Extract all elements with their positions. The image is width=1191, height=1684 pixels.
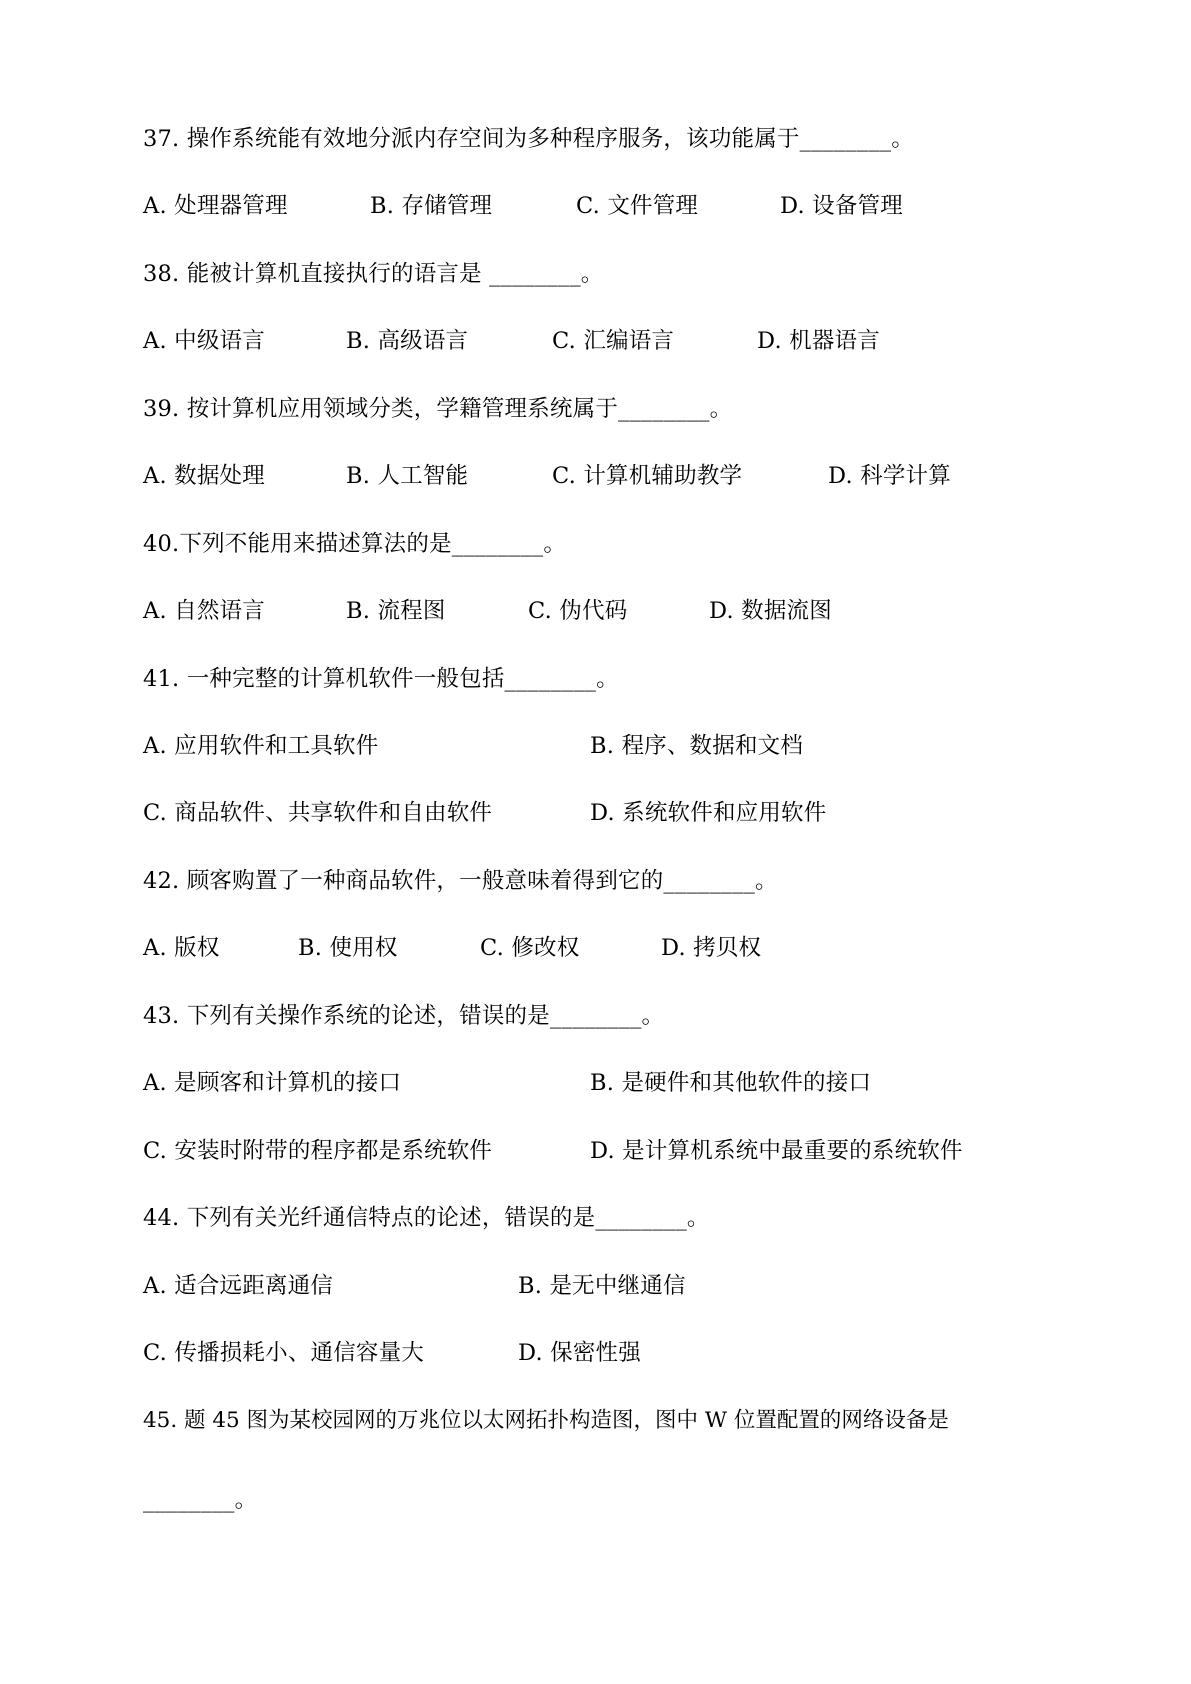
question-37-option-c: C. 文件管理: [576, 193, 699, 219]
question-42-option-c: C. 修改权: [480, 935, 580, 961]
question-41-option-a: A. 应用软件和工具软件: [143, 733, 379, 759]
question-43-option-c: C. 安装时附带的程序都是系统软件: [143, 1138, 493, 1164]
question-44-option-a: A. 适合远距离通信: [143, 1273, 334, 1299]
question-41-stem: 41. 一种完整的计算机软件一般包括________。: [143, 666, 619, 692]
question-41-option-b: B. 程序、数据和文档: [590, 733, 804, 759]
question-40-option-d: D. 数据流图: [709, 598, 832, 624]
question-38-stem: 38. 能被计算机直接执行的语言是 ________。: [143, 261, 604, 287]
question-39-option-a: A. 数据处理: [143, 463, 265, 489]
question-43-option-b: B. 是硬件和其他软件的接口: [590, 1070, 872, 1096]
question-38-option-d: D. 机器语言: [757, 328, 880, 354]
question-45-stem: 45. 题 45 图为某校园网的万兆位以太网拓扑构造图，图中 W 位置配置的网络设备是: [143, 1408, 949, 1433]
question-38-option-b: B. 高级语言: [346, 328, 469, 354]
question-42-option-b: B. 使用权: [298, 935, 398, 961]
question-39-option-c: C. 计算机辅助教学: [552, 463, 743, 489]
question-39-option-b: B. 人工智能: [346, 463, 469, 489]
question-44-stem: 44. 下列有关光纤通信特点的论述，错误的是________。: [143, 1205, 710, 1231]
question-44-option-b: B. 是无中继通信: [518, 1273, 686, 1299]
question-37-option-b: B. 存储管理: [370, 193, 493, 219]
question-40-option-b: B. 流程图: [346, 598, 446, 624]
question-40-stem: 40.下列不能用来描述算法的是________。: [143, 531, 567, 557]
question-44-option-c: C. 传播损耗小、通信容量大: [143, 1340, 425, 1366]
question-42-option-d: D. 拷贝权: [661, 935, 762, 961]
question-39-stem: 39. 按计算机应用领域分类，学籍管理系统属于________。: [143, 396, 733, 422]
question-44-option-d: D. 保密性强: [518, 1340, 641, 1366]
question-37-option-a: A. 处理器管理: [143, 193, 288, 219]
question-37-option-d: D. 设备管理: [780, 193, 903, 219]
question-40-option-c: C. 伪代码: [528, 598, 628, 624]
question-42-stem: 42. 顾客购置了一种商品软件，一般意味着得到它的________。: [143, 868, 778, 894]
question-43-option-a: A. 是顾客和计算机的接口: [143, 1070, 402, 1096]
question-40-option-a: A. 自然语言: [143, 598, 265, 624]
question-41-option-c: C. 商品软件、共享软件和自由软件: [143, 800, 493, 826]
question-43-stem: 43. 下列有关操作系统的论述，错误的是________。: [143, 1003, 665, 1029]
question-45-blank: ________。: [143, 1487, 258, 1513]
question-41-option-d: D. 系统软件和应用软件: [590, 800, 827, 826]
question-39-option-d: D. 科学计算: [828, 463, 951, 489]
question-37-stem: 37. 操作系统能有效地分派内存空间为多种程序服务，该功能属于________。: [143, 126, 914, 152]
question-38-option-a: A. 中级语言: [143, 328, 265, 354]
question-38-option-c: C. 汇编语言: [552, 328, 675, 354]
question-42-option-a: A. 版权: [143, 935, 220, 961]
question-43-option-d: D. 是计算机系统中最重要的系统软件: [590, 1138, 963, 1164]
